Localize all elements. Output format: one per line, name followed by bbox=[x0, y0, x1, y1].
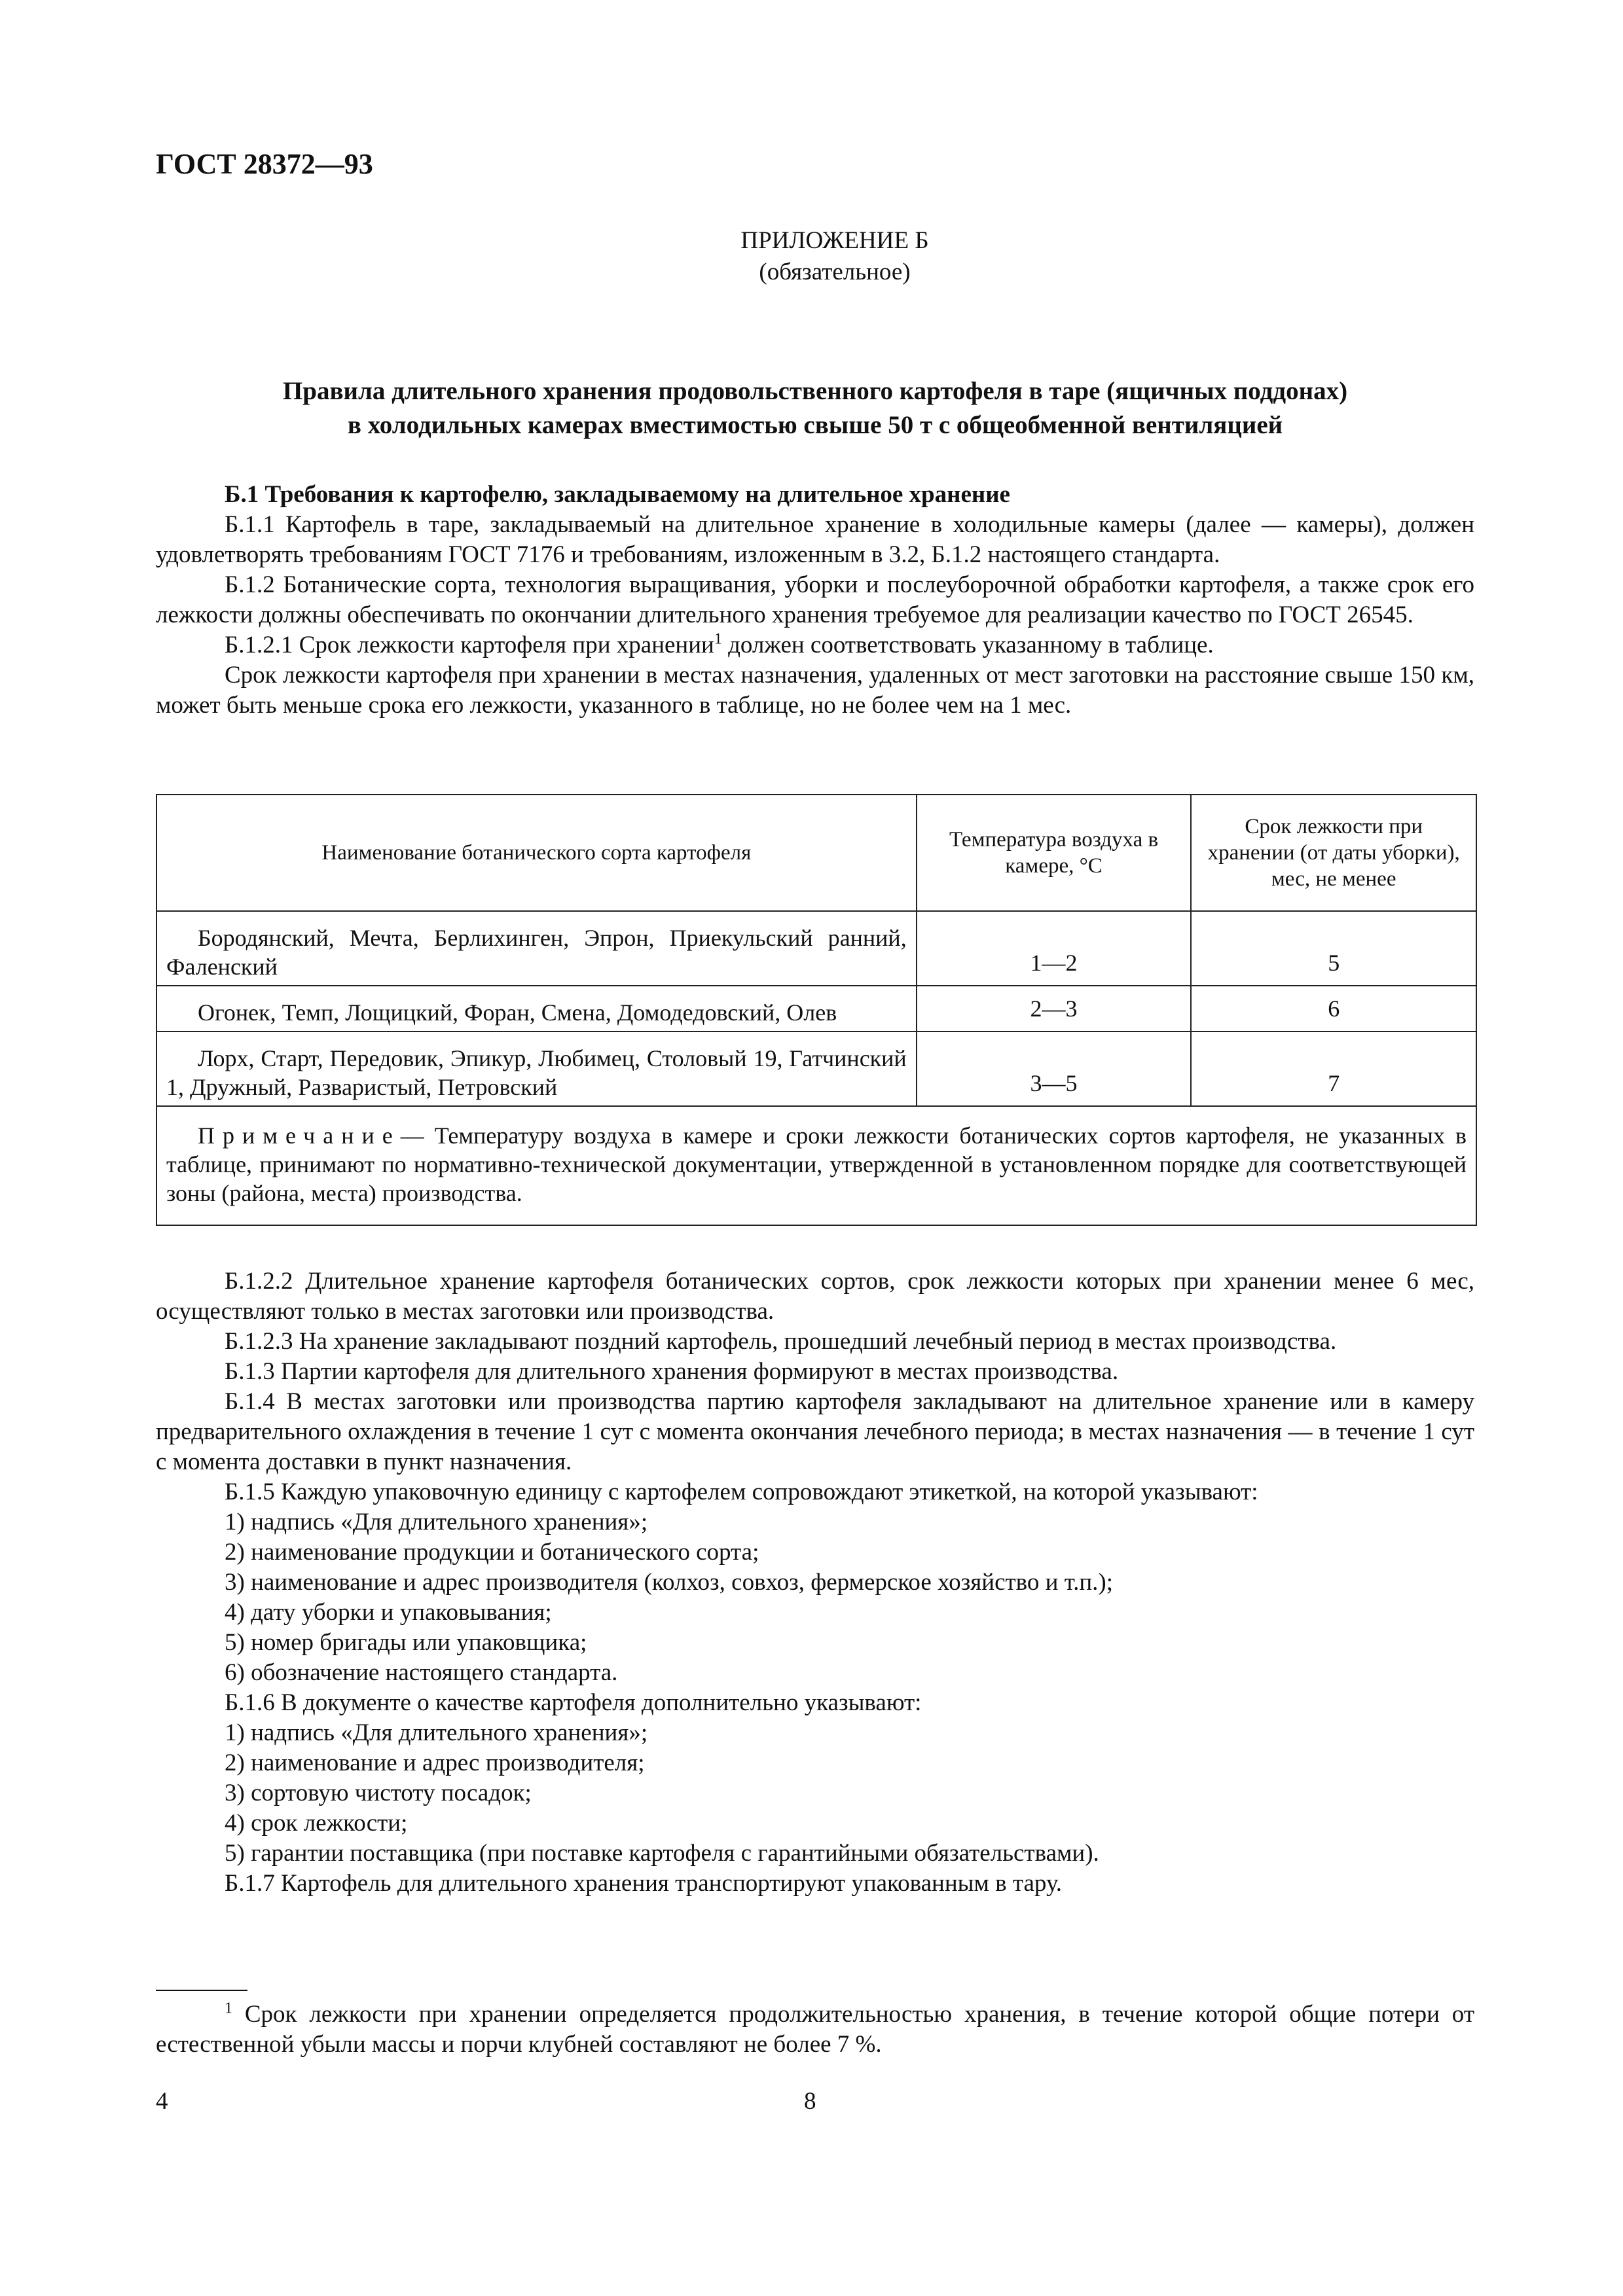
list-item: 3) наименование и адрес производителя (колхоз, совхоз, фермерское хозяйство и т.п.); bbox=[225, 1569, 1113, 1596]
variety-cell bbox=[156, 911, 917, 986]
paragraph: Б.1.4 В местах заготовки или производства партию картофеля закладывают на длительное хранение или в камеру предварительного охлаждения в течение 1 сут с момента окончания лечебного периода; в местах назначения — в течение 1 сут с момента доставки в пункт назначения. bbox=[156, 1388, 1474, 1475]
paragraph: Б.1.2.3 На хранение закладывают поздний картофель, прошедший лечебный период в местах производства. bbox=[225, 1328, 1337, 1355]
list-item: 2) наименование и адрес производителя; bbox=[225, 1749, 645, 1776]
table-header-row bbox=[156, 795, 1476, 911]
page-number-center: 8 bbox=[804, 2088, 816, 2115]
variety-text: Бородянский, Мечта, Берлихинген, Эпрон, Приекульский bbox=[198, 925, 813, 951]
note-text: — Температуру воздуха в камере и сроки лежкости ботанических сортов картофеля, не указанных в таблице, принимают по нормативно-технической документации, утвержденной в установленном порядке для соответствующей зоны (района, места) производства. bbox=[166, 1122, 1467, 1206]
note-label: Примечание bbox=[198, 1122, 401, 1149]
appendix-status: (обязательное) bbox=[759, 259, 911, 285]
paragraph: Срок лежкости картофеля при хранении в местах назначения, удаленных от мест заготовки на расстояние свыше 150 км, может быть меньше срока его лежкости, указанного в таблице, но не более чем на 1 мес. bbox=[156, 662, 1474, 719]
gost-identifier: ГОСТ 28372—93 bbox=[156, 148, 373, 180]
variety-text: Гатчинский 1, Дружный, Разваристый, Петровский bbox=[166, 1045, 907, 1100]
table-row bbox=[156, 1031, 1476, 1106]
storage-term-cell: 6 bbox=[1191, 986, 1476, 1031]
section-after-table bbox=[156, 1266, 1474, 1899]
variety-cell bbox=[156, 1031, 917, 1106]
footnote-text bbox=[156, 2000, 1474, 2060]
storage-term-cell: 7 bbox=[1191, 1031, 1476, 1106]
paragraph: Б.1.6 В документе о качестве картофеля дополнительно указывают: bbox=[225, 1689, 922, 1716]
appendix-title: ПРИЛОЖЕНИЕ Б bbox=[740, 227, 929, 254]
table-note bbox=[156, 1106, 1476, 1225]
paragraph-text: Б.1.2.1 Срок лежкости картофеля при хранении bbox=[225, 632, 714, 658]
list-item: 4) срок лежкости; bbox=[225, 1810, 408, 1837]
page-number-left: 4 bbox=[156, 2088, 168, 2115]
variety-text: Олев bbox=[786, 999, 837, 1026]
paragraph: Б.1.3 Партии картофеля для длительного хранения формируют в местах производства. bbox=[225, 1358, 1119, 1385]
paragraph bbox=[156, 630, 1474, 660]
list-item: 1) надпись «Для длительного хранения»; bbox=[225, 1719, 648, 1746]
paragraph: Б.1.1 Картофель в таре, закладываемый на длительное хранение в холодильные камеры (далее — камеры), должен удовлетворять требованиям ГОСТ 7176 и требованиям, изложенным в 3.2, Б.1.2 настоящего стандарта. bbox=[156, 511, 1474, 568]
temperature-cell: 3—5 bbox=[917, 1031, 1192, 1106]
list-item: 5) номер бригады или упаковщика; bbox=[225, 1629, 587, 1656]
column-header-storage-term: Срок лежкости при хранении (от даты уборки), мес, не менее bbox=[1191, 795, 1476, 911]
storage-table bbox=[156, 794, 1477, 1226]
footnote-reference: 1 bbox=[714, 630, 722, 648]
footnote-body: Срок лежкости при хранении определяется продолжительностью хранения, в течение которой общие потери от естественной убыли массы и порчи клубней составляют не более 7 %. bbox=[156, 2001, 1474, 2058]
section-heading: Б.1 Требования к картофелю, закладываемому на длительное хранение bbox=[225, 481, 1010, 508]
footnote bbox=[156, 2000, 1474, 2060]
section-b1 bbox=[156, 480, 1474, 721]
variety-text: Огонек, Темп, Лощицкий, Форан, Смена, Домодедовский, bbox=[198, 999, 781, 1026]
list-item: 5) гарантии поставщика (при поставке картофеля с гарантийными обязательствами). bbox=[225, 1840, 1099, 1867]
temperature-cell: 1—2 bbox=[917, 911, 1192, 986]
table-row bbox=[156, 986, 1476, 1031]
column-header-variety: Наименование ботанического сорта картофеля bbox=[156, 795, 917, 911]
paragraph: Б.1.2 Ботанические сорта, технология выращивания, уборки и послеуборочной обработки картофеля, а также срок его лежкости должны обеспечивать по окончании длительного хранения требуемое для реализации качество по ГОСТ 26545. bbox=[156, 571, 1474, 628]
paragraph: Б.1.7 Картофель для длительного хранения транспортируют упакованным в тару. bbox=[225, 1870, 1062, 1897]
list-item: 3) сортовую чистоту посадок; bbox=[225, 1780, 532, 1806]
list-item: 2) наименование продукции и ботанического сорта; bbox=[225, 1539, 759, 1566]
table-note-row bbox=[156, 1106, 1476, 1225]
variety-cell bbox=[156, 986, 917, 1031]
variety-text: ранний, Фаленский bbox=[166, 925, 907, 980]
temperature-cell: 2—3 bbox=[917, 986, 1192, 1031]
paragraph: Б.1.5 Каждую упаковочную единицу с картофелем сопровождают этикеткой, на которой указывают: bbox=[225, 1479, 1258, 1505]
footnote-divider bbox=[156, 1990, 247, 1991]
column-header-temperature: Температура воздуха в камере, °С bbox=[917, 795, 1192, 911]
document-title-line: Правила длительного хранения продовольственного картофеля в таре (ящичных поддонах) bbox=[282, 377, 1348, 405]
list-item: 6) обозначение настоящего стандарта. bbox=[225, 1659, 618, 1686]
paragraph: Б.1.2.2 Длительное хранение картофеля ботанических сортов, срок лежкости которых при хранении менее 6 мес, осуществляют только в местах заготовки или производства. bbox=[156, 1268, 1474, 1325]
footnote-marker: 1 bbox=[225, 2000, 232, 2017]
table-row bbox=[156, 911, 1476, 986]
list-item: 4) дату уборки и упаковывания; bbox=[225, 1599, 552, 1626]
document-title-line: в холодильных камерах вместимостью свыше 50 т с общеобменной вентиляцией bbox=[347, 411, 1283, 439]
list-item: 1) надпись «Для длительного хранения»; bbox=[225, 1509, 648, 1535]
paragraph-text: должен соответствовать указанному в таблице. bbox=[721, 632, 1214, 658]
variety-text: Лорх, Старт, Передовик, Эпикур, Любимец, Столовый 19, bbox=[198, 1045, 783, 1071]
storage-term-cell: 5 bbox=[1191, 911, 1476, 986]
document-title bbox=[156, 374, 1474, 442]
